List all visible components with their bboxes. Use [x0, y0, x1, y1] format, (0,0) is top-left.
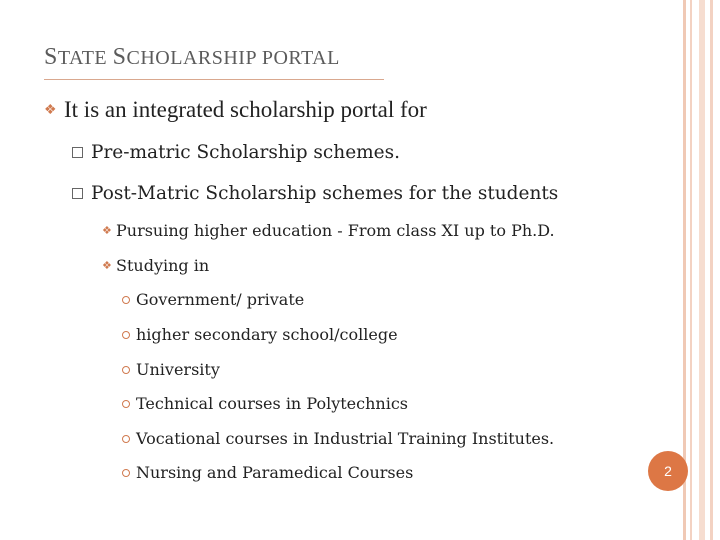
page-number: 2: [664, 463, 672, 479]
list-item: Nursing and Paramedical Courses: [122, 463, 413, 482]
circle-bullet-icon: [122, 366, 130, 374]
slide-title: [44, 44, 340, 71]
title-text: TATE: [57, 47, 113, 69]
list-item: higher secondary school/college: [122, 325, 398, 344]
bullet-intro: ❖ It is an integrated scholarship portal for: [44, 97, 427, 122]
list-item: Vocational courses in Industrial Training Institutes.: [122, 429, 554, 448]
diamond-bullet-icon: ❖: [44, 103, 57, 118]
list-item: University: [122, 360, 220, 379]
circle-bullet-icon: [122, 435, 130, 443]
circle-bullet-icon: [122, 469, 130, 477]
title-initial: S: [44, 44, 58, 70]
circle-bullet-icon: [122, 331, 130, 339]
list-item: ❖ Pursuing higher education - From class XI up to Ph.D.: [102, 221, 555, 240]
square-checkbox-icon: [72, 147, 83, 158]
list-item: Pre-matric Scholarship schemes.: [72, 142, 400, 163]
decorative-stripe: [690, 0, 692, 540]
list-item: Post-Matric Scholarship schemes for the students: [72, 183, 558, 204]
square-checkbox-icon: [72, 188, 83, 199]
list-item: Government/ private: [122, 290, 304, 309]
title-underline: [44, 79, 384, 80]
diamond-bullet-icon: ❖: [102, 259, 112, 272]
list-item: ❖ Studying in: [102, 256, 210, 275]
title-text: CHOLARSHIP PORTAL: [126, 47, 340, 69]
list-item: Technical courses in Polytechnics: [122, 394, 408, 413]
circle-bullet-icon: [122, 296, 130, 304]
decorative-stripe: [699, 0, 705, 540]
diamond-bullet-icon: ❖: [102, 224, 112, 237]
title-initial: S: [112, 44, 127, 70]
decorative-stripe: [710, 0, 713, 540]
page-number-badge: [648, 451, 688, 491]
circle-bullet-icon: [122, 400, 130, 408]
